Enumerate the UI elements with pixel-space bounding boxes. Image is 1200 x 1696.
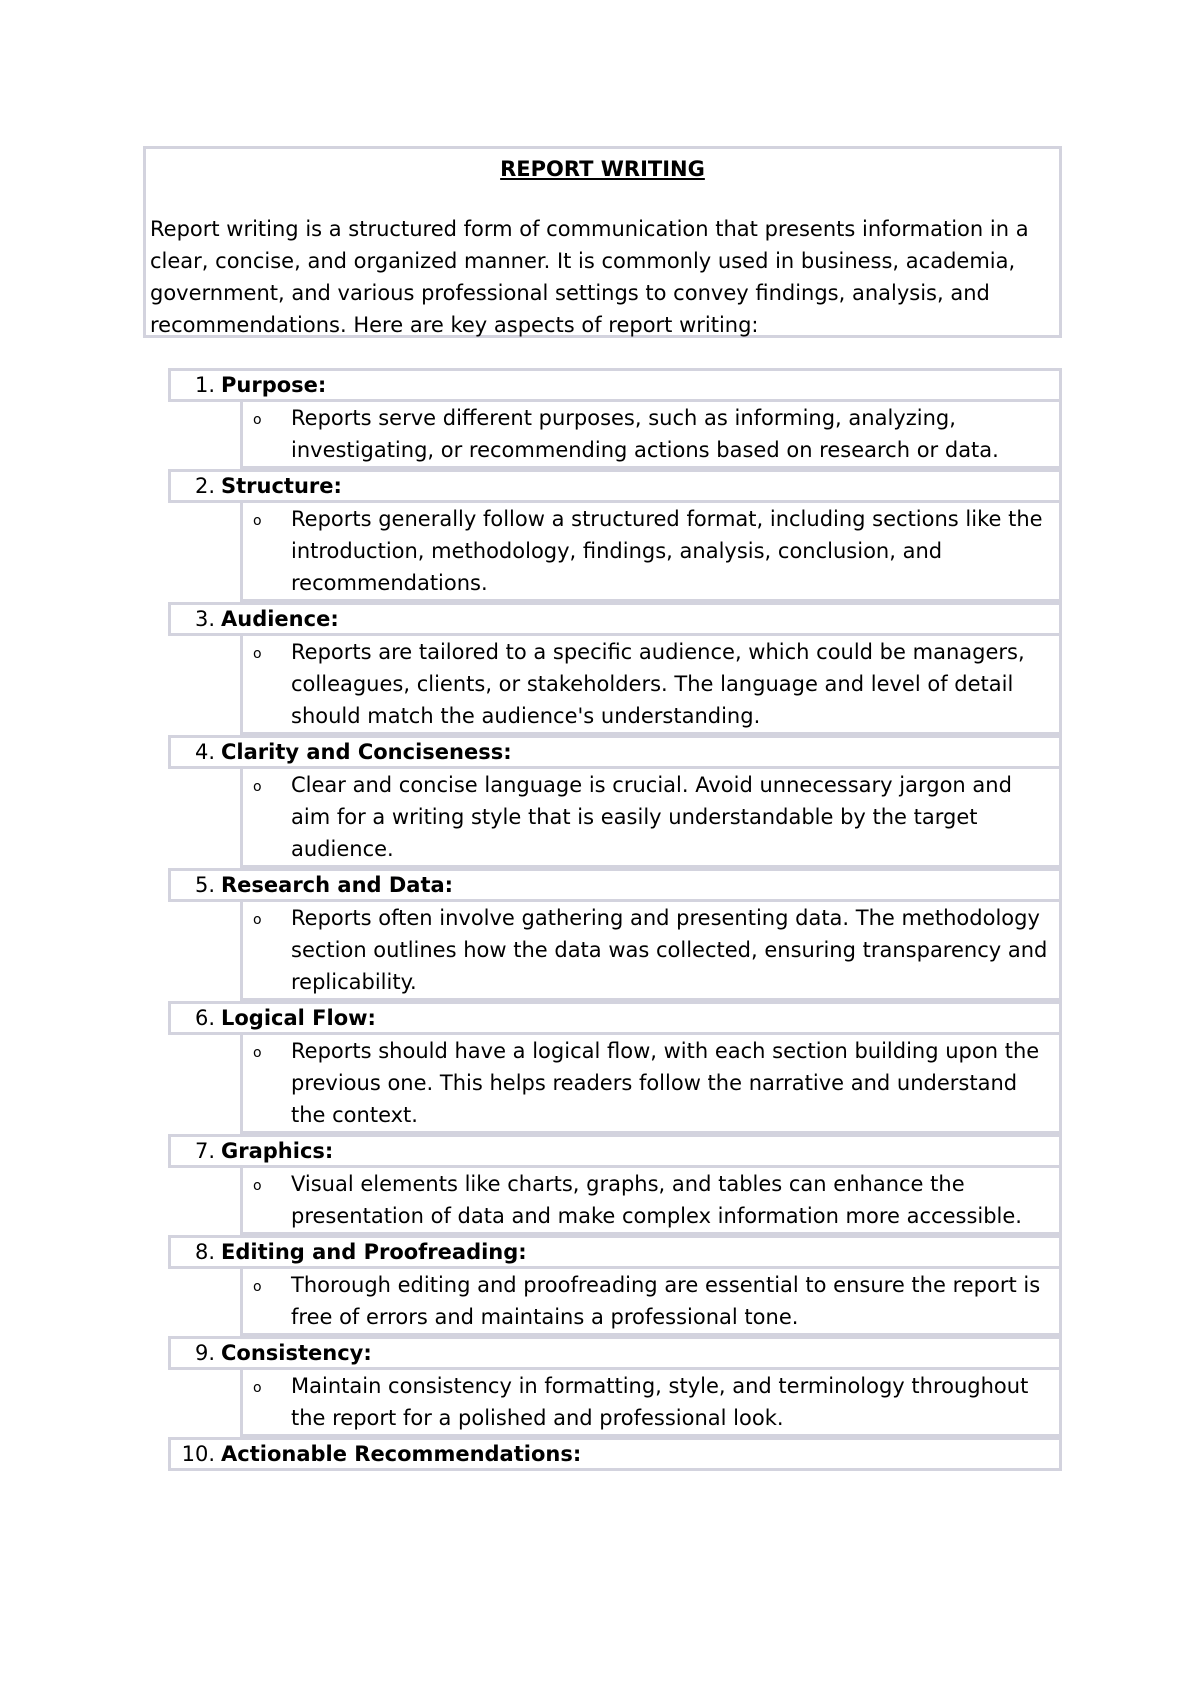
list-item-heading: [168, 1235, 1062, 1269]
list-item-number: 7.: [194, 1139, 215, 1163]
bullet-icon: o: [253, 513, 262, 529]
list-item-heading: [168, 735, 1062, 769]
list-item-text: Clear and concise language is crucial. Avoid unnecessary jargon and aim for a writing style that is easily understandable by the target audience.: [291, 773, 1012, 861]
list-item-heading: [168, 602, 1062, 636]
list-item-detail: [240, 503, 1062, 602]
list-item-title: Purpose:: [221, 373, 327, 397]
list-item-text: Reports should have a logical flow, with each section building upon the previous one. This helps readers follow the narrative and understand the context.: [291, 1039, 1040, 1127]
list-item-title: Logical Flow:: [221, 1006, 376, 1030]
list-item-text: Reports generally follow a structured format, including sections like the introduction, methodology, findings, analysis, conclusion, and recommendations.: [291, 507, 1043, 595]
list-item-detail: [240, 636, 1062, 735]
list-item-number: 9.: [194, 1341, 215, 1365]
aspects-list: [168, 368, 1062, 1471]
list-item-title: Structure:: [221, 474, 342, 498]
list-item-detail: [240, 1370, 1062, 1437]
document-title: REPORT WRITING: [500, 157, 705, 181]
list-item-number: 10.: [181, 1442, 215, 1466]
list-item-detail: [240, 902, 1062, 1001]
list-item-title: Editing and Proofreading:: [221, 1240, 527, 1264]
list-item-detail: [240, 402, 1062, 469]
list-item-number: 2.: [194, 474, 215, 498]
list-item-title: Actionable Recommendations:: [221, 1442, 582, 1466]
list-item-title: Clarity and Conciseness:: [221, 740, 512, 764]
list-item-text: Reports are tailored to a specific audience, which could be managers, colleagues, clients, or stakeholders. The language and level of detail should match the audience's understanding.: [291, 640, 1025, 728]
list-item-text: Maintain consistency in formatting, style, and terminology throughout the report for a polished and professional look.: [291, 1374, 1029, 1430]
bullet-icon: o: [253, 412, 262, 428]
list-item-text: Reports serve different purposes, such as informing, analyzing, investigating, or recommending actions based on research or data.: [291, 406, 999, 462]
list-item-title: Audience:: [221, 607, 339, 631]
intro-section: [143, 146, 1062, 338]
list-item-number: 8.: [194, 1240, 215, 1264]
list-item-detail: [240, 1168, 1062, 1235]
list-item-heading: [168, 1336, 1062, 1370]
list-item-text: Thorough editing and proofreading are essential to ensure the report is free of errors and maintains a professional tone.: [291, 1273, 1041, 1329]
list-item-number: 4.: [194, 740, 215, 764]
list-item-title: Research and Data:: [221, 873, 454, 897]
bullet-icon: o: [253, 646, 262, 662]
bullet-icon: o: [253, 1178, 262, 1194]
list-item-detail: [240, 1035, 1062, 1134]
list-item-number: 3.: [194, 607, 215, 631]
bullet-icon: o: [253, 1380, 262, 1396]
list-item-detail: [240, 769, 1062, 868]
bullet-icon: o: [253, 912, 262, 928]
list-item-detail: [240, 1269, 1062, 1336]
list-item-heading: [168, 368, 1062, 402]
list-item-heading: [168, 868, 1062, 902]
list-item-text: Visual elements like charts, graphs, and tables can enhance the presentation of data and make complex information more accessible.: [291, 1172, 1022, 1228]
list-item-heading: [168, 1134, 1062, 1168]
list-item-title: Graphics:: [221, 1139, 334, 1163]
list-item-heading: [168, 1437, 1062, 1471]
bullet-icon: o: [253, 779, 262, 795]
list-item-heading: [168, 1001, 1062, 1035]
list-item-number: 6.: [194, 1006, 215, 1030]
list-item-number: 1.: [194, 373, 215, 397]
list-item-title: Consistency:: [221, 1341, 372, 1365]
list-item-number: 5.: [194, 873, 215, 897]
list-item-text: Reports often involve gathering and presenting data. The methodology section outlines how the data was collected, ensuring transparency and replicability.: [291, 906, 1048, 994]
bullet-icon: o: [253, 1279, 262, 1295]
bullet-icon: o: [253, 1045, 262, 1061]
intro-paragraph: Report writing is a structured form of communication that presents information in a clear, concise, and organized manner. It is commonly used in business, academia, government, and various professional settings to convey findings, analysis, and recommendations. Here are key aspects of report writing:: [150, 217, 1029, 337]
list-item-heading: [168, 469, 1062, 503]
